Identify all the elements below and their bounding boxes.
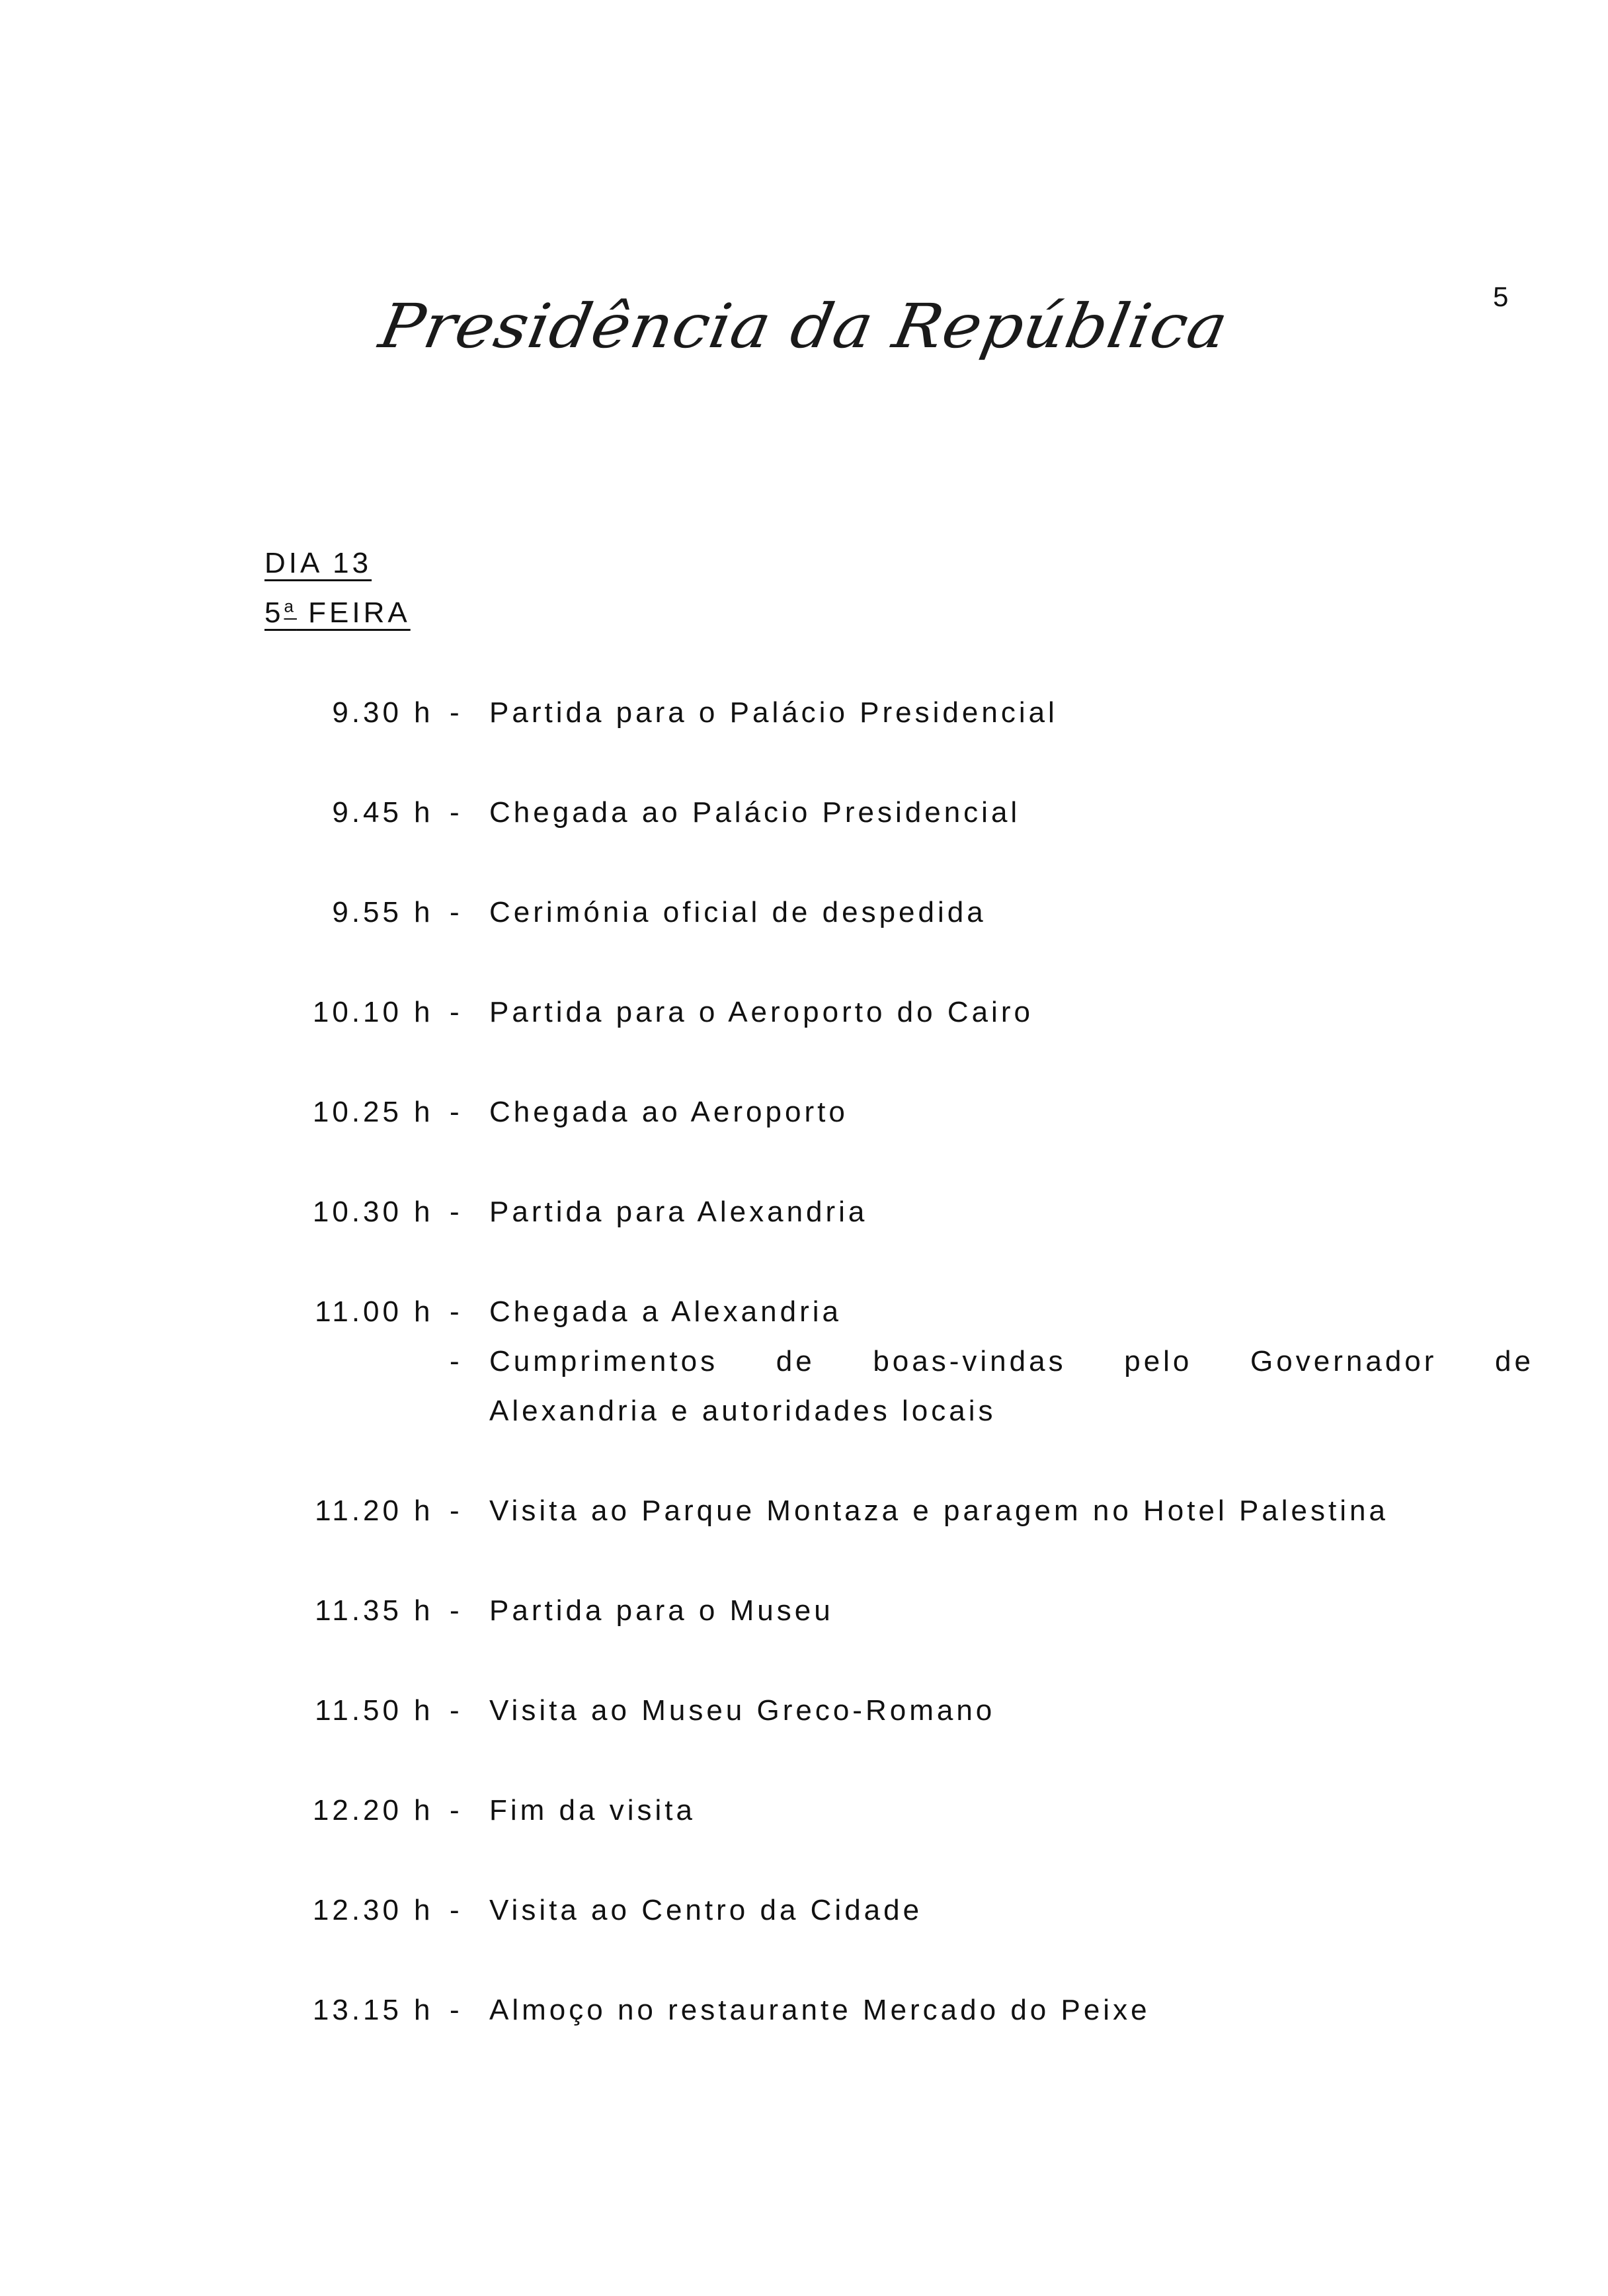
day-header — [264, 539, 411, 638]
entry-dash: - — [450, 1196, 463, 1228]
entry-time: 9.55 — [332, 896, 402, 928]
entry-time: 11.20 — [315, 1495, 402, 1527]
schedule-entry — [251, 1087, 1534, 1137]
entry-time: 9.45 — [332, 796, 402, 829]
schedule-entry — [251, 788, 1534, 837]
letterhead-script: Presidência da República — [374, 291, 1234, 362]
entry-description: Fim da visita — [489, 1794, 696, 1826]
entry-unit: h — [414, 796, 434, 829]
entry-unit: h — [414, 1495, 434, 1527]
schedule-entry — [251, 1686, 1534, 1735]
entry-time: 11.50 — [315, 1694, 402, 1727]
entry-time: 13.15 — [312, 1994, 402, 2026]
schedule-entry — [251, 1486, 1534, 1536]
entry-description: Cumprimentos de boas-vindas pelo Governador de — [489, 1345, 1534, 1377]
entry-unit: h — [414, 896, 434, 928]
entry-unit: h — [414, 696, 434, 729]
entry-dash: - — [450, 1694, 463, 1727]
entry-dash: - — [450, 1295, 463, 1328]
entry-description: Almoço no restaurante Mercado do Peixe — [489, 1994, 1150, 2026]
entry-description: Visita ao Parque Montaza e paragem no Hotel Palestina — [489, 1495, 1388, 1527]
entry-description: Partida para o Museu — [489, 1594, 834, 1627]
weekday-ordinal: a — [284, 596, 297, 616]
entry-dash: - — [450, 1594, 463, 1627]
weekday-label: FEIRA — [296, 596, 411, 629]
entry-time: 10.30 — [312, 1196, 402, 1228]
entry-description: Partida para Alexandria — [489, 1196, 868, 1228]
entry-dash: - — [450, 1994, 463, 2026]
entry-unit: h — [414, 1295, 434, 1328]
entry-unit: h — [414, 996, 434, 1028]
entry-dash: - — [450, 1794, 463, 1826]
entry-description: Chegada ao Aeroporto — [489, 1096, 848, 1128]
entry-unit: h — [414, 1096, 434, 1128]
weekday-number: 5 — [264, 596, 284, 629]
weekday — [264, 589, 411, 638]
entry-unit: h — [414, 1794, 434, 1826]
schedule-entry — [251, 1287, 1534, 1436]
entry-dash: - — [450, 1894, 463, 1926]
schedule-entry — [251, 987, 1534, 1037]
entry-time: 10.25 — [312, 1096, 402, 1128]
schedule-entry — [251, 1187, 1534, 1237]
entry-time: 9.30 — [332, 696, 402, 729]
entry-description: Visita ao Centro da Cidade — [489, 1894, 923, 1926]
entry-unit: h — [414, 1894, 434, 1926]
entry-description: Partida para o Palácio Presidencial — [489, 696, 1058, 729]
entry-dash: - — [450, 796, 463, 829]
entry-description: Chegada ao Palácio Presidencial — [489, 796, 1021, 829]
entry-dash: - — [450, 996, 463, 1028]
entry-description: Visita ao Museu Greco-Romano — [489, 1694, 996, 1727]
schedule-entry — [251, 1586, 1534, 1635]
entry-unit: h — [414, 1196, 434, 1228]
entry-time: 12.20 — [312, 1794, 402, 1826]
entry-unit: h — [414, 1594, 434, 1627]
entry-time: 11.00 — [315, 1295, 402, 1328]
day-title: DIA 13 — [264, 547, 372, 579]
schedule-entry — [251, 887, 1534, 937]
entry-unit: h — [414, 1694, 434, 1727]
entry-time: 10.10 — [312, 996, 402, 1028]
entry-dash: - — [450, 1096, 463, 1128]
entry-unit: h — [414, 1994, 434, 2026]
entry-description: Cerimónia oficial de despedida — [489, 896, 986, 928]
entry-time: 12.30 — [312, 1894, 402, 1926]
schedule — [251, 688, 1534, 2085]
page-number: 5 — [1493, 281, 1510, 312]
entry-description-continued: Alexandria e autoridades locais — [489, 1395, 996, 1427]
entry-time: 11.35 — [315, 1594, 402, 1627]
entry-description: Partida para o Aeroporto do Cairo — [489, 996, 1033, 1028]
schedule-entry — [251, 1785, 1534, 1835]
entry-dash: - — [450, 1345, 463, 1377]
entry-dash: - — [450, 696, 463, 729]
entry-description: Chegada a Alexandria — [489, 1295, 842, 1328]
schedule-entry — [251, 1985, 1534, 2035]
schedule-entry — [251, 688, 1534, 737]
schedule-entry — [251, 1885, 1534, 1935]
letterhead — [0, 291, 1608, 362]
entry-dash: - — [450, 896, 463, 928]
entry-dash: - — [450, 1495, 463, 1527]
